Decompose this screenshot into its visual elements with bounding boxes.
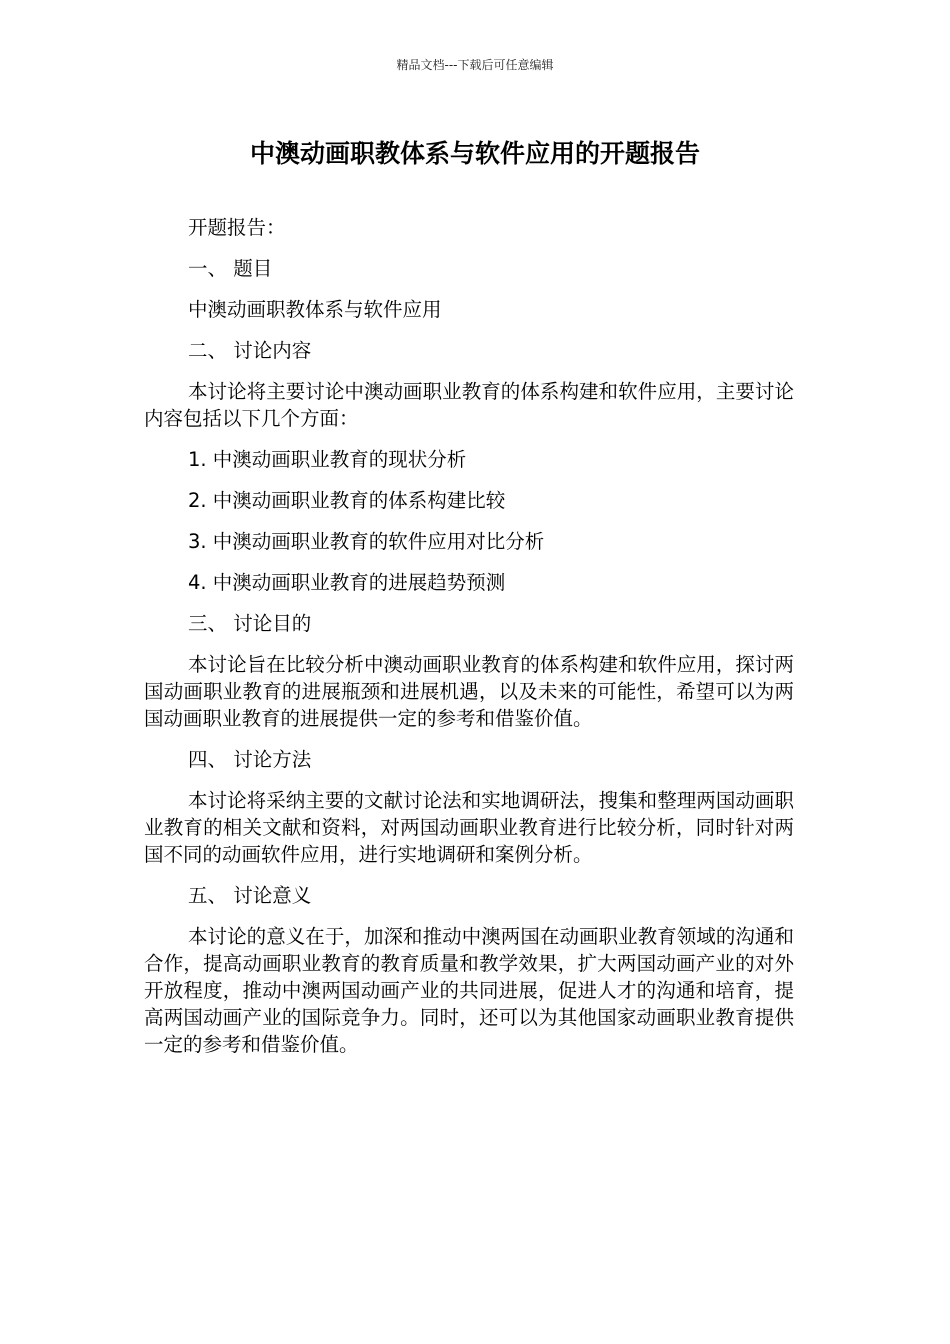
section-4-paragraph: 本讨论将采纳主要的文献讨论法和实地调研法，搜集和整理两国动画职业教育的相关文献和资料，对两国动画职业教育进行比较分析，同时针对两国不同的动画软件应用，进行实地调研和案例分析。 — [144, 789, 794, 866]
list-item: 3. 中澳动画职业教育的软件应用对比分析 — [188, 530, 545, 553]
section-5-paragraph: 本讨论的意义在于，加深和推动中澳两国在动画职业教育领域的沟通和合作，提高动画职业教育的教育质量和教学效果，扩大两国动画产业的对外开放程度，推动中澳两国动画产业的共同进展，促进人才的沟通和培育，提高两国动画产业的国际竞争力。同时，还可以为其他国家动画职业教育提供一定的参考和借鉴价值。 — [144, 925, 794, 1056]
section-2-paragraph: 本讨论将主要讨论中澳动画职业教育的体系构建和软件应用，主要讨论内容包括以下几个方面： — [144, 380, 794, 430]
section-2-heading: 二、 讨论内容 — [188, 339, 312, 362]
list-item: 2. 中澳动画职业教育的体系构建比较 — [188, 489, 506, 512]
section-3-heading: 三、 讨论目的 — [188, 612, 312, 635]
page-header-note: 精品文档---下载后可任意编辑 — [396, 58, 554, 72]
intro-label: 开题报告： — [188, 216, 286, 239]
section-5-heading: 五、 讨论意义 — [188, 884, 312, 907]
document-title: 中澳动画职教体系与软件应用的开题报告 — [249, 139, 700, 168]
list-item: 4. 中澳动画职业教育的进展趋势预测 — [188, 571, 506, 594]
document-body — [144, 214, 794, 1072]
section-1-text: 中澳动画职教体系与软件应用 — [188, 298, 442, 321]
section-1-heading: 一、 题目 — [188, 257, 273, 280]
section-3-paragraph: 本讨论旨在比较分析中澳动画职业教育的体系构建和软件应用，探讨两国动画职业教育的进展瓶颈和进展机遇，以及未来的可能性，希望可以为两国动画职业教育的进展提供一定的参考和借鉴价值。 — [144, 653, 794, 730]
list-item: 1. 中澳动画职业教育的现状分析 — [188, 448, 467, 471]
section-4-heading: 四、 讨论方法 — [188, 748, 312, 771]
